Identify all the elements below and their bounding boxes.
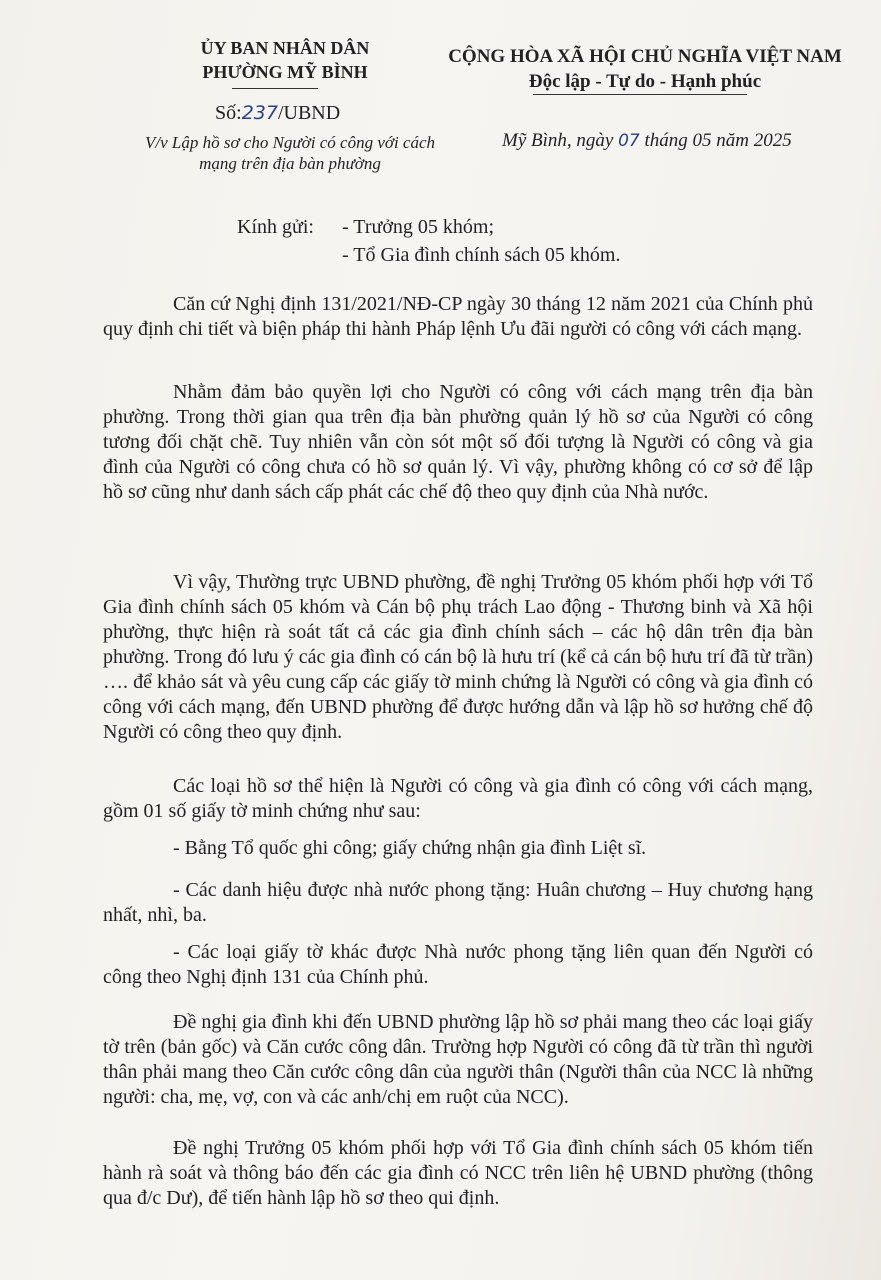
date-prefix: Mỹ Bình, ngày — [502, 130, 619, 151]
document-number-suffix: /UBND — [277, 102, 341, 124]
paragraph-text: Các loại hồ sơ thể hiện là Người có công và gia đình có công với cách mạng, gồm 01 số giấy tờ minh chứng như sau: — [103, 775, 813, 822]
issuing-agency — [150, 36, 420, 84]
recipient-2: - Tổ Gia đình chính sách 05 khóm. — [342, 244, 621, 266]
national-title — [430, 44, 860, 94]
paragraph-text: Đề nghị gia đình khi đến UBND phường lập hồ sơ phải mang theo các loại giấy tờ trên (bản gốc) và Căn cước công dân. Trường hợp Người có công đã từ trần thì người thân phải mang theo Căn cước công dân của người thân (Người thân của NCC là những người: cha, mẹ, vợ, con và các anh/chị em ruột của NCC). — [103, 1011, 813, 1108]
list-item-text: - Các loại giấy tờ khác được Nhà nước phong tặng liên quan đến Người có công theo Nghị định 131 của Chính phủ. — [103, 941, 813, 988]
paragraph-request — [103, 570, 813, 745]
agency-name: ỦY BAN NHÂN DÂN — [200, 38, 370, 58]
paragraph-text: Vì vậy, Thường trực UBND phường, đề nghị Trưởng 05 khóm phối hợp với Tổ Gia đình chính sách 05 khóm và Cán bộ phụ trách Lao động - Thương binh và Xã hội phường, thực hiện rà soát tất cả các gia đình chính sách – các hộ dân trên địa bàn phường. Trong đó lưu ý các gia đình có cán bộ là hưu trí (kể cả cán bộ hưu trí đã từ trần) …. để khảo sát và yêu cung cấp các giấy tờ minh chứng là Người có công và gia đình có công với cách mạng, đến UBND phường để được hướng dẫn và lập hồ sơ hưởng chế độ Người có công theo quy định. — [103, 571, 813, 743]
paragraph-legal-basis — [103, 292, 813, 342]
list-item-other-documents — [103, 940, 813, 990]
country-name: CỘNG HÒA XÃ HỘI CHỦ NGHĨA VIỆT NAM — [448, 46, 842, 67]
paragraph-text: Căn cứ Nghị định 131/2021/NĐ-CP ngày 30 tháng 12 năm 2021 của Chính phủ quy định chi tiết và biện pháp thi hành Pháp lệnh Ưu đãi người có công với cách mạng. — [103, 293, 813, 340]
document-subject: V/v Lập hồ sơ cho Người có công với cách mạng trên địa bàn phường — [144, 133, 436, 173]
recipient-1: - Trưởng 05 khóm; — [342, 216, 495, 238]
agency-underline — [232, 88, 318, 89]
paragraph-text: Đề nghị Trưởng 05 khóm phối hợp với Tổ Gia đình chính sách 05 khóm tiến hành rà soát và thông báo đến các gia đình có NCC trên liên hệ UBND phường (thông qua đ/c Dư), để tiến hành lập hồ sơ theo qui định. — [103, 1137, 813, 1209]
recipients-label: Kính gửi: — [237, 216, 314, 238]
date-suffix: tháng 05 năm 2025 — [639, 130, 792, 151]
ward-name: PHƯỜNG MỸ BÌNH — [202, 62, 368, 82]
list-item-text: - Các danh hiệu được nhà nước phong tặng: Huân chương – Huy chương hạng nhất, nhì, ba. — [103, 879, 813, 926]
paragraph-text: Nhằm đảm bảo quyền lợi cho Người có công với cách mạng trên địa bàn phường. Trong thời gian qua trên địa bàn phường quản lý hồ sơ của Người có công tương đối chặt chẽ. Tuy nhiên vẫn còn sót một số đối tượng là Người có công và gia đình của Người có công chưa có hồ sơ quản lý. Vì vậy, phường không có cơ sở để lập hồ sơ cũng như danh sách cấp phát các chế độ theo quy định của Nhà nước. — [103, 381, 813, 503]
list-item-text: - Bằng Tổ quốc ghi công; giấy chứng nhận gia đình Liệt sĩ. — [173, 837, 647, 859]
motto-underline — [533, 94, 747, 95]
document-number — [215, 102, 340, 125]
paragraph-family-instructions — [103, 1010, 813, 1110]
list-item-honors — [103, 878, 813, 928]
document-number-prefix: Số: — [215, 102, 242, 124]
list-item-certificate — [103, 836, 813, 861]
document-number-handwritten: 237 — [241, 102, 278, 124]
paragraph-documents-intro — [103, 774, 813, 824]
date-line — [502, 130, 792, 152]
paragraph-closing-request — [103, 1136, 813, 1211]
date-day-handwritten: 07 — [618, 131, 640, 151]
paragraph-purpose — [103, 380, 813, 505]
national-motto: Độc lập - Tự do - Hạnh phúc — [528, 71, 762, 92]
